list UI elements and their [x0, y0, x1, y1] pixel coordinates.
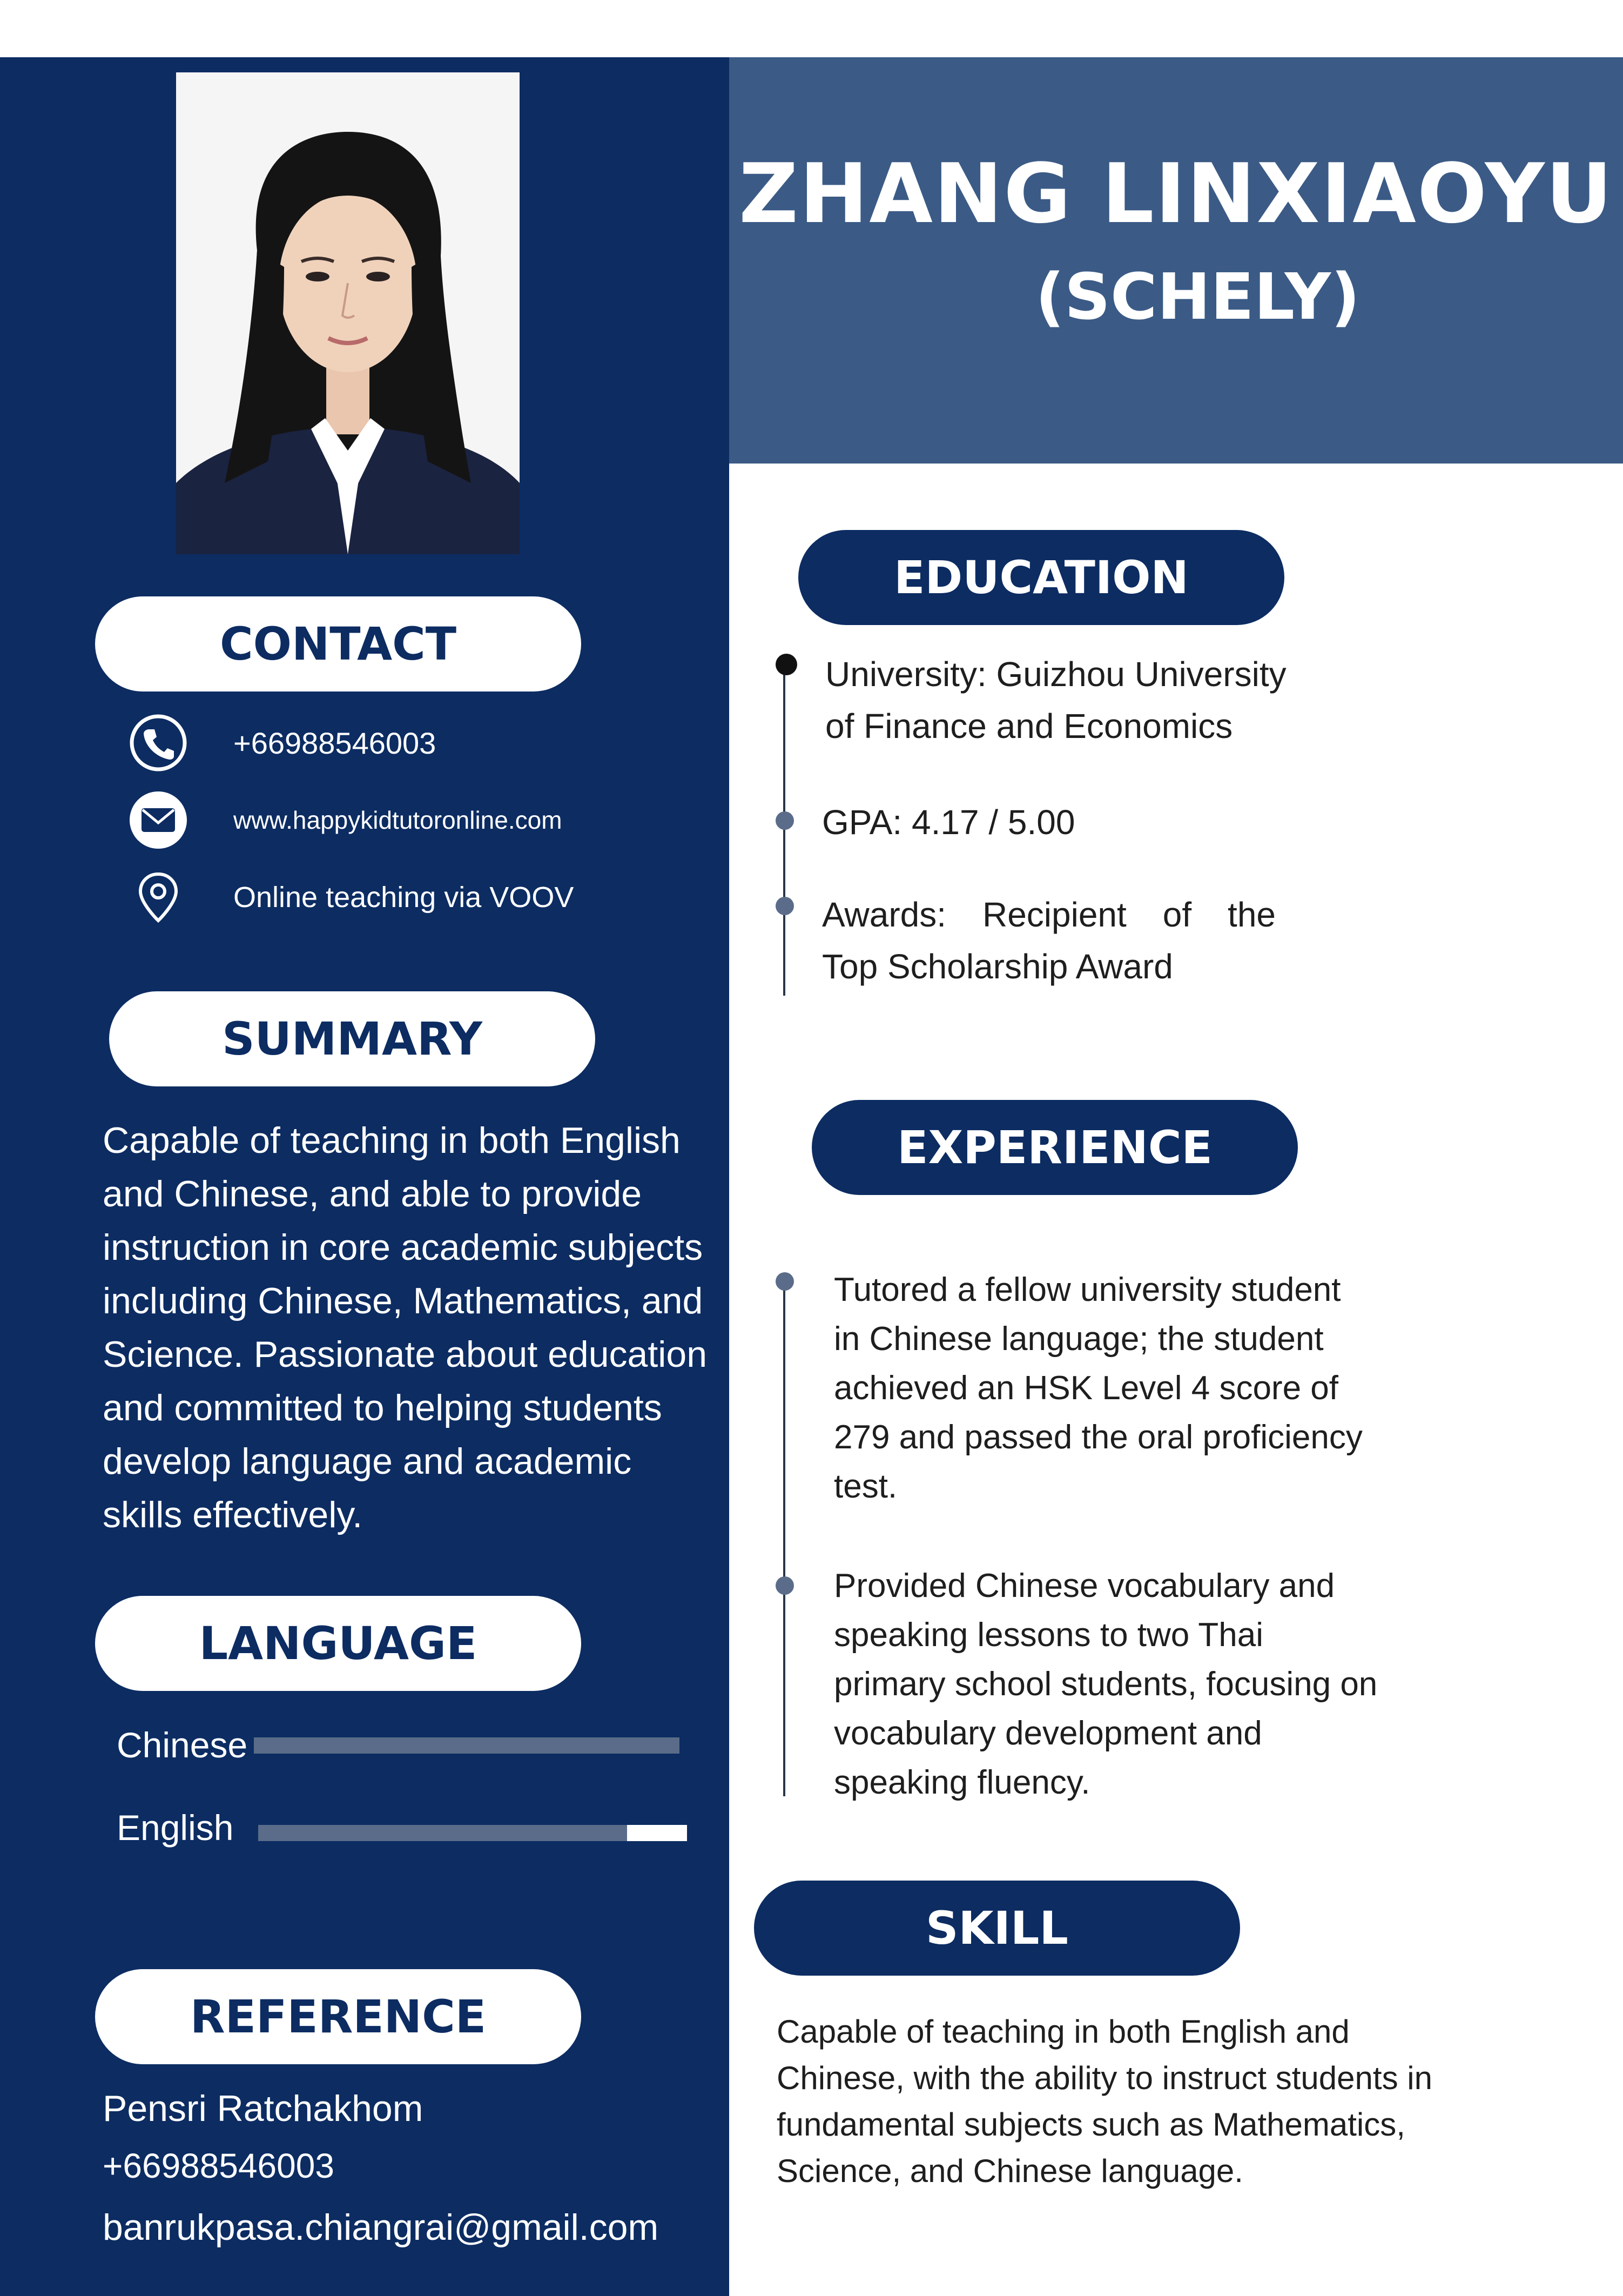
experience-line: primary school students, focusing on	[834, 1666, 1378, 1703]
timeline-dot	[776, 1272, 794, 1291]
awards-word: the	[1228, 895, 1276, 934]
phone-icon	[129, 713, 188, 773]
education-awards-line	[822, 889, 1276, 941]
language-bar-remainder	[627, 1825, 687, 1841]
language-label-english: English	[117, 1808, 234, 1848]
contact-website[interactable]: www.happykidtutoronline.com	[233, 806, 562, 834]
experience-line: 279 and passed the oral proficiency	[834, 1419, 1363, 1456]
contact-phone[interactable]: +66988546003	[233, 726, 436, 760]
education-university-line: of Finance and Economics	[825, 707, 1233, 746]
experience-line: speaking fluency.	[834, 1764, 1090, 1801]
summary-text	[103, 1114, 724, 1542]
language-heading: LANGUAGE	[95, 1596, 581, 1691]
reference-heading: REFERENCE	[95, 1969, 581, 2064]
skill-line: Science, and Chinese language.	[777, 2153, 1243, 2189]
summary-line: and Chinese, and able to provide	[103, 1173, 642, 1214]
nickname: (SCHELY)	[1035, 259, 1361, 334]
education-university	[825, 648, 1287, 752]
experience-item	[834, 1265, 1417, 1511]
experience-line: in Chinese language; the student	[834, 1320, 1324, 1358]
language-bar-english	[258, 1825, 687, 1841]
experience-line: achieved an HSK Level 4 score of	[834, 1369, 1338, 1407]
education-awards	[822, 889, 1276, 992]
skill-heading: SKILL	[754, 1881, 1240, 1976]
reference-name: Pensri Ratchakhom	[103, 2088, 423, 2129]
experience-line: speaking lessons to two Thai	[834, 1616, 1263, 1654]
contact-website-row	[129, 790, 562, 850]
skill-line: fundamental subjects such as Mathematics,	[777, 2106, 1405, 2143]
summary-line: Science. Passionate about education	[103, 1334, 708, 1375]
contact-heading: CONTACT	[95, 596, 581, 692]
contact-location-row	[129, 868, 574, 927]
education-university-line: University: Guizhou University	[825, 655, 1287, 694]
awards-word: Awards:	[822, 895, 947, 934]
reference-phone[interactable]: +66988546003	[103, 2146, 334, 2185]
contact-location: Online teaching via VOOV	[233, 881, 574, 914]
timeline-dot	[776, 811, 794, 830]
education-gpa: GPA: 4.17 / 5.00	[822, 803, 1075, 842]
education-awards-line: Top Scholarship Award	[822, 947, 1173, 986]
summary-heading: SUMMARY	[109, 991, 595, 1086]
timeline-dot	[776, 897, 794, 915]
mail-icon	[129, 790, 188, 850]
language-bar-chinese	[254, 1737, 679, 1754]
experience-timeline	[783, 1275, 785, 1796]
summary-line: Capable of teaching in both English	[103, 1120, 681, 1161]
experience-line: test.	[834, 1468, 898, 1505]
timeline-dot	[776, 1576, 794, 1595]
location-pin-icon	[129, 868, 188, 927]
experience-line: Provided Chinese vocabulary and	[834, 1567, 1335, 1604]
reference-email[interactable]: banrukpasa.chiangrai@gmail.com	[103, 2207, 659, 2248]
awards-word: of	[1162, 895, 1192, 934]
experience-heading: EXPERIENCE	[812, 1100, 1298, 1195]
language-label-chinese: Chinese	[117, 1725, 248, 1765]
experience-item	[834, 1561, 1417, 1807]
summary-line: instruction in core academic subjects	[103, 1227, 703, 1268]
skill-line: Capable of teaching in both English and	[777, 2013, 1350, 2050]
awards-word: Recipient	[982, 895, 1127, 934]
summary-line: skills effectively.	[103, 1494, 363, 1535]
contact-phone-row	[129, 713, 436, 773]
experience-line: vocabulary development and	[834, 1715, 1262, 1752]
full-name: ZHANG LINXIAOYU	[738, 146, 1614, 241]
experience-line: Tutored a fellow university student	[834, 1271, 1341, 1308]
profile-photo	[176, 72, 520, 554]
summary-line: develop language and academic	[103, 1441, 632, 1482]
summary-line: including Chinese, Mathematics, and	[103, 1280, 703, 1321]
skill-line: Chinese, with the ability to instruct students in	[777, 2060, 1432, 2096]
skill-text	[777, 2009, 1452, 2194]
summary-line: and committed to helping students	[103, 1387, 662, 1428]
timeline-dot	[776, 654, 797, 675]
education-heading: EDUCATION	[798, 530, 1284, 625]
